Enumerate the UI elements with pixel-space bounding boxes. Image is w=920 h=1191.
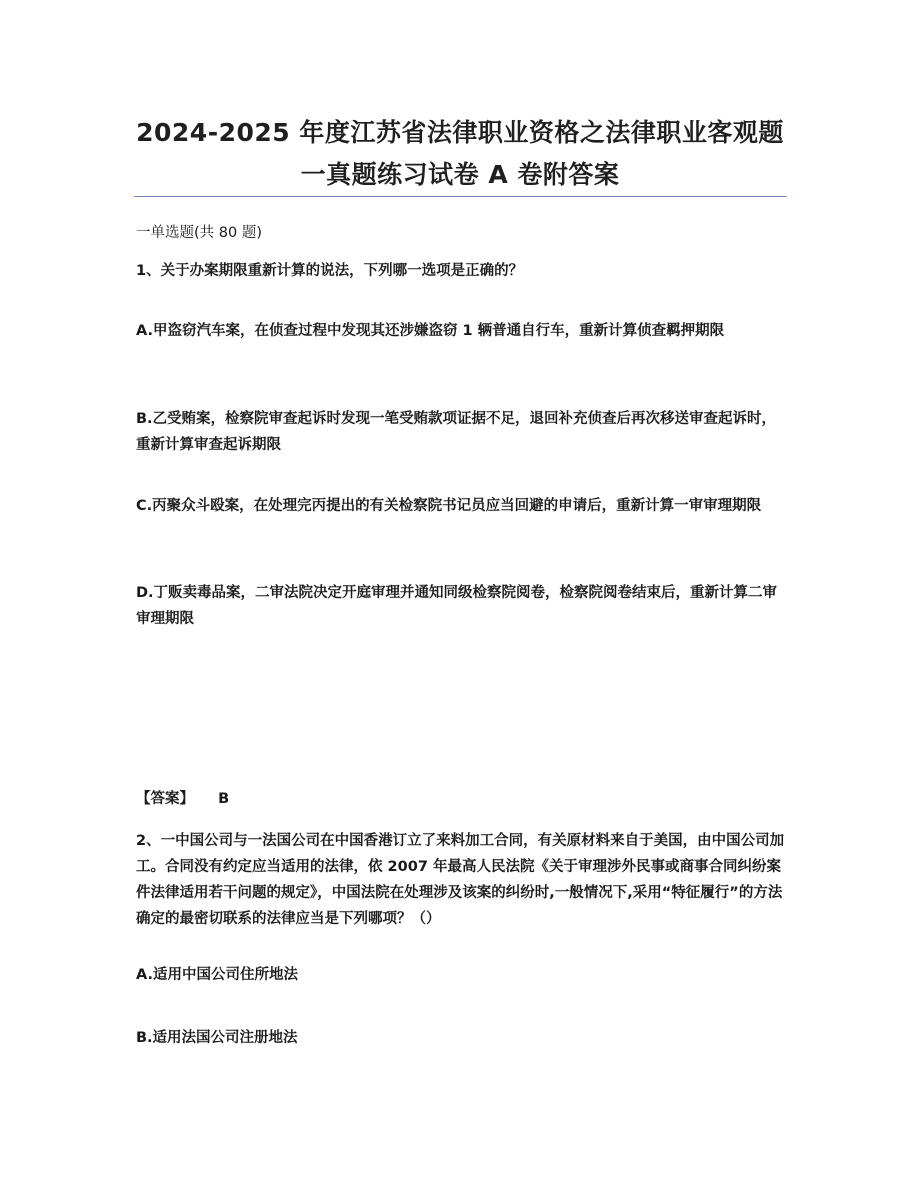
question-1-answer xyxy=(136,786,786,812)
answer-label: 【答案】 xyxy=(136,791,194,807)
question-1-option-b: B.乙受贿案，检察院审查起诉时发现一笔受贿款项证据不足，退回补充侦查后再次移送审查起诉时，重新计算审查起诉期限 xyxy=(136,411,777,453)
question-1-stem: 1、关于办案期限重新计算的说法，下列哪一选项是正确的？ xyxy=(136,263,524,279)
section-header: 一单选题(共 80 题) xyxy=(136,225,262,241)
question-2-stem: 2、一中国公司与一法国公司在中国香港订立了来料加工合同，有关原材料来自于美国，由中国公司加工。合同没有约定应当适用的法律，依 2007 年最高人民法院《关于审理涉外民事或商事合同纠纷案件法律适用若干问题的规定》，中国法院在处理涉及该案的纠纷时,一般情况下,采用“特征履行”的方法确定的最密切联系的法律应当是下列哪项？（） xyxy=(136,833,785,927)
question-1-option-d: D.丁贩卖毒品案，二审法院决定开庭审理并通知同级检察院阅卷，检察院阅卷结束后，重新计算二审审理期限 xyxy=(136,585,778,627)
document-title: 2024-2025 年度江苏省法律职业资格之法律职业客观题一真题练习试卷 A 卷附答案 xyxy=(136,118,784,189)
question-2-option-a: A.适用中国公司住所地法 xyxy=(136,967,298,983)
answer-value: B xyxy=(218,791,230,807)
question-2-option-b: B.适用法国公司注册地法 xyxy=(136,1030,298,1046)
question-1-option-a: A.甲盗窃汽车案，在侦查过程中发现其还涉嫌盗窃 1 辆普通自行车，重新计算侦查羁押期限 xyxy=(136,323,725,339)
title-divider xyxy=(134,196,787,197)
question-1-option-c: C.丙聚众斗殴案，在处理完丙提出的有关检察院书记员应当回避的申请后，重新计算一审审理期限 xyxy=(136,498,762,514)
